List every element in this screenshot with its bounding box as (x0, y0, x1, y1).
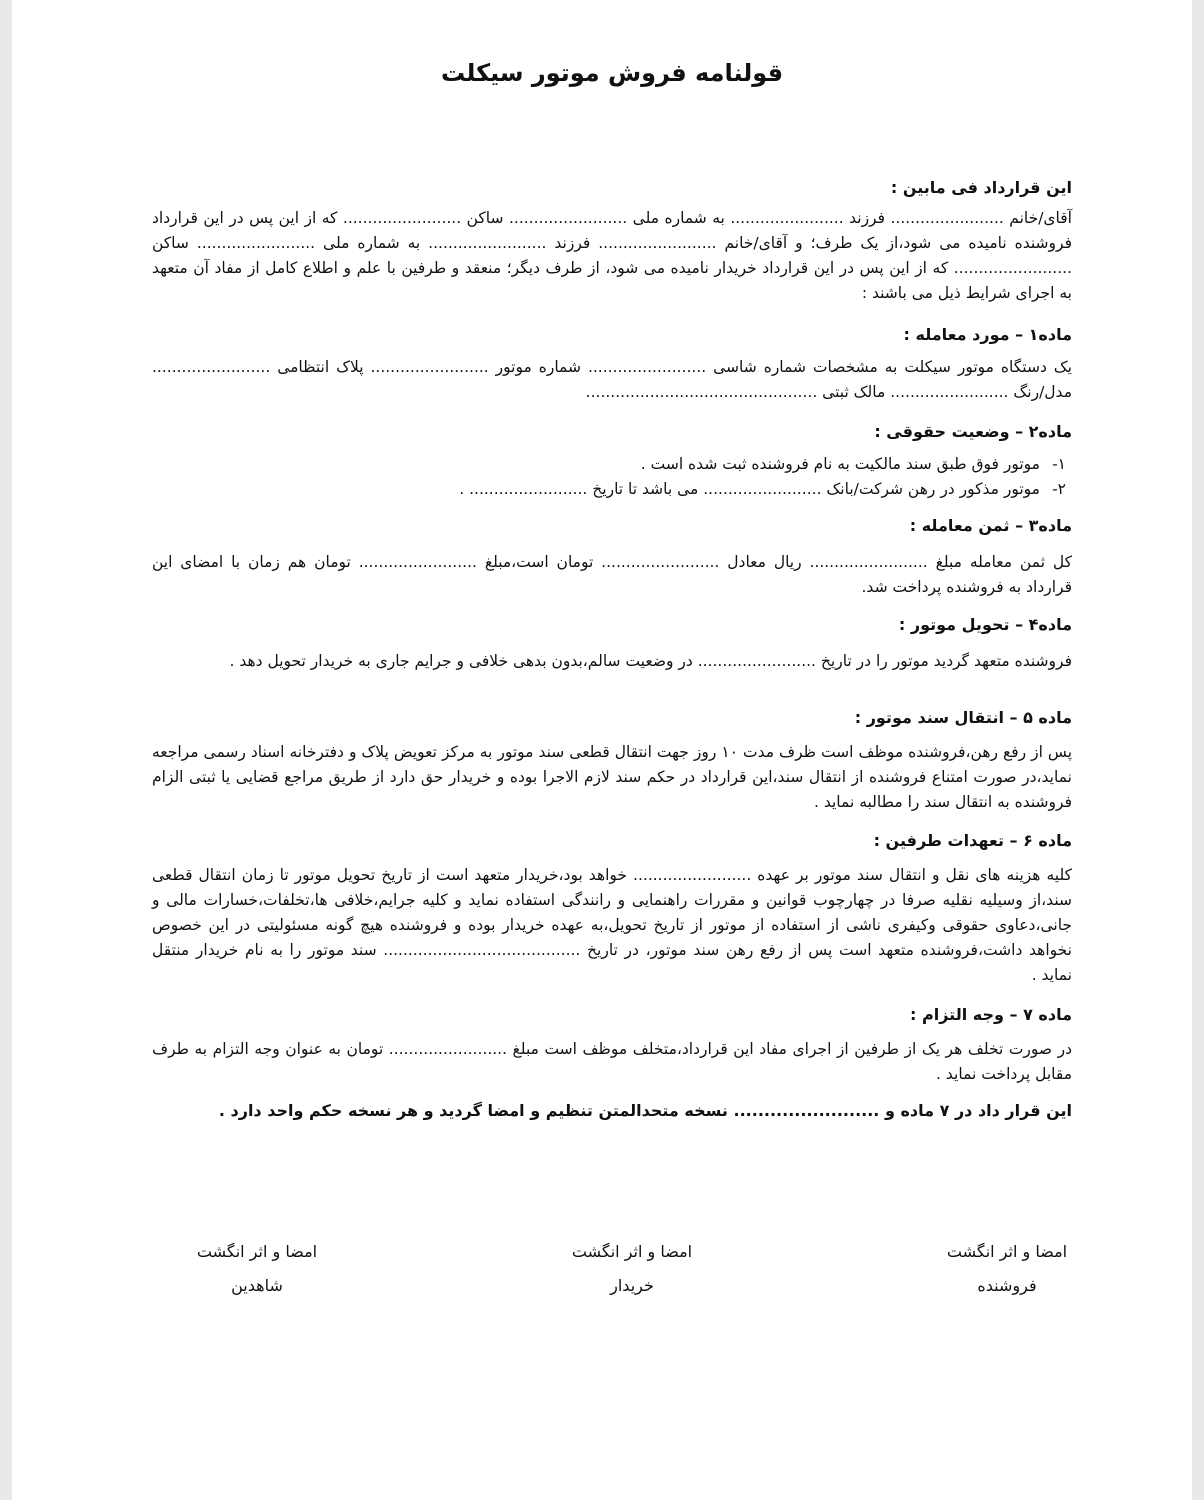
signature-label: امضا و اثر انگشت (571, 1242, 693, 1261)
article-heading: ماده۴ – تحویل موتور : (898, 615, 1072, 634)
article-heading: ماده۱ – مورد معامله : (903, 325, 1072, 344)
signatures (152, 1235, 1072, 1305)
article-heading: ماده۲ – وضعیت حقوقی : (874, 422, 1072, 441)
seller-signature (917, 1235, 1097, 1303)
list-number: ۱- (1052, 455, 1066, 473)
list-text: موتور مذکور در رهن شرکت/بانک ........................ می باشد تا تاریخ ........................ . (459, 480, 1040, 498)
intro-paragraph: آقای/خانم ....................... فرزند ....................... به شماره ملی ........................ ساکن ........................ که از این پس در این قرارداد فروشنده نامیده می شود،از یک طرف؛ و آقای/خانم ........................ فرزند ........................ به شماره ملی ........................ ساکن ........................ که از این پس در این قرارداد خریدار نامیده می شود، از طرف دیگر؛ منعقد و طرفین با علم و اطلاع کامل از مفاد آن متعهد به اجرای شرایط ذیل می باشند : (152, 209, 1072, 302)
buyer-signature (542, 1235, 722, 1303)
article-heading: ماده ۷ – وجه التزام : (910, 1005, 1072, 1024)
article-heading: ماده ۶ – تعهدات طرفین : (873, 831, 1072, 850)
signature-label: امضا و اثر انگشت (196, 1242, 318, 1261)
article-text: کل ثمن معامله مبلغ ........................ ریال معادل ........................ تومان است،مبلغ ........................ تومان هم زمان با امضای این قرارداد به فروشنده پرداخت شد. (152, 553, 1072, 596)
signature-role: خریدار (610, 1276, 654, 1295)
signature-label: امضا و اثر انگشت (946, 1242, 1068, 1261)
article-2 (152, 419, 1072, 502)
list-number: ۲- (1052, 480, 1066, 498)
article-5 (152, 705, 1072, 815)
article-text: یک دستگاه موتور سیکلت به مشخصات شماره شاسی ........................ شماره موتور ........................ پلاک انتظامی ........................ مدل/رنگ ........................ مالک ثبتی ............................................... (152, 358, 1072, 401)
document-page (12, 0, 1192, 1500)
article-3 (152, 513, 1072, 600)
intro-section (152, 206, 1072, 306)
intro-heading: این قرارداد فی مابین : (890, 178, 1072, 197)
signature-role: فروشنده (977, 1276, 1037, 1295)
witness-signature (167, 1235, 347, 1303)
closing-statement: این قرار داد در ۷ ماده و ........................ نسخه متحدالمتن تنظیم و امضا گردید و هر نسخه حکم واحد دارد . (218, 1101, 1072, 1120)
document-title: قولنامه فروش موتور سیکلت (440, 59, 784, 87)
article-text: پس از رفع رهن،فروشنده موظف است ظرف مدت ۱۰ روز جهت انتقال قطعی سند موتور به مرکز تعویض پلاک و دفترخانه اسناد رسمی مراجعه نماید،در صورت امتناع فروشنده از انتقال سند،این قرارداد در حکم سند لازم الاجرا بوده و خریدار حق دارد از طریق مراجع قضایی یا ثبتی الزام فروشنده به انتقال سند را مطالبه نماید . (152, 743, 1073, 811)
closing-section (152, 1098, 1072, 1123)
article-1 (152, 322, 1072, 405)
article-6 (152, 828, 1072, 988)
article-text: در صورت تخلف هر یک از طرفین از اجرای مفاد این قرارداد،متخلف موظف است مبلغ ........................ تومان به عنوان وجه التزام به طرف مقابل پرداخت نماید . (152, 1040, 1072, 1083)
list-text: موتور فوق طبق سند مالکیت به نام فروشنده ثبت شده است . (640, 455, 1040, 473)
signature-role: شاهدین (231, 1276, 283, 1295)
article-7 (152, 1002, 1072, 1087)
article-text: فروشنده متعهد گردید موتور را در تاریخ ........................ در وضعیت سالم،بدون بدهی خلافی و جرایم جاری به خریدار تحویل دهد . (229, 652, 1072, 670)
list-item (152, 452, 1072, 477)
list-item (152, 477, 1072, 502)
article-text: کلیه هزینه های نقل و انتقال سند موتور بر عهده ........................ خواهد بود،خریدار متعهد است از تاریخ تحویل موتور تا زمان انتقال قطعی سند،از وسیلیه نقلیه صرفا در چهارچوب قوانین و مقررات راهنمایی و رانندگی استفاده نماید و کلیه جرایم،خلافی ها،تخلفات،خسارات مالی و جانی،دعاوی حقوقی وکیفری ناشی از استفاده از موتور از تاریخ تحویل،به عهده خریدار بوده و فروشنده هیچ گونه مسئولیتی در این خصوص نخواهد داشت،فروشنده متعهد است پس از رفع رهن سند موتور، در تاریخ ........................................ سند موتور را به نام خریدار منتقل نماید . (152, 866, 1072, 984)
article-heading: ماده ۵ – انتقال سند موتور : (854, 708, 1072, 727)
article-4 (152, 612, 1072, 674)
article-heading: ماده۳ – ثمن معامله : (909, 516, 1072, 535)
